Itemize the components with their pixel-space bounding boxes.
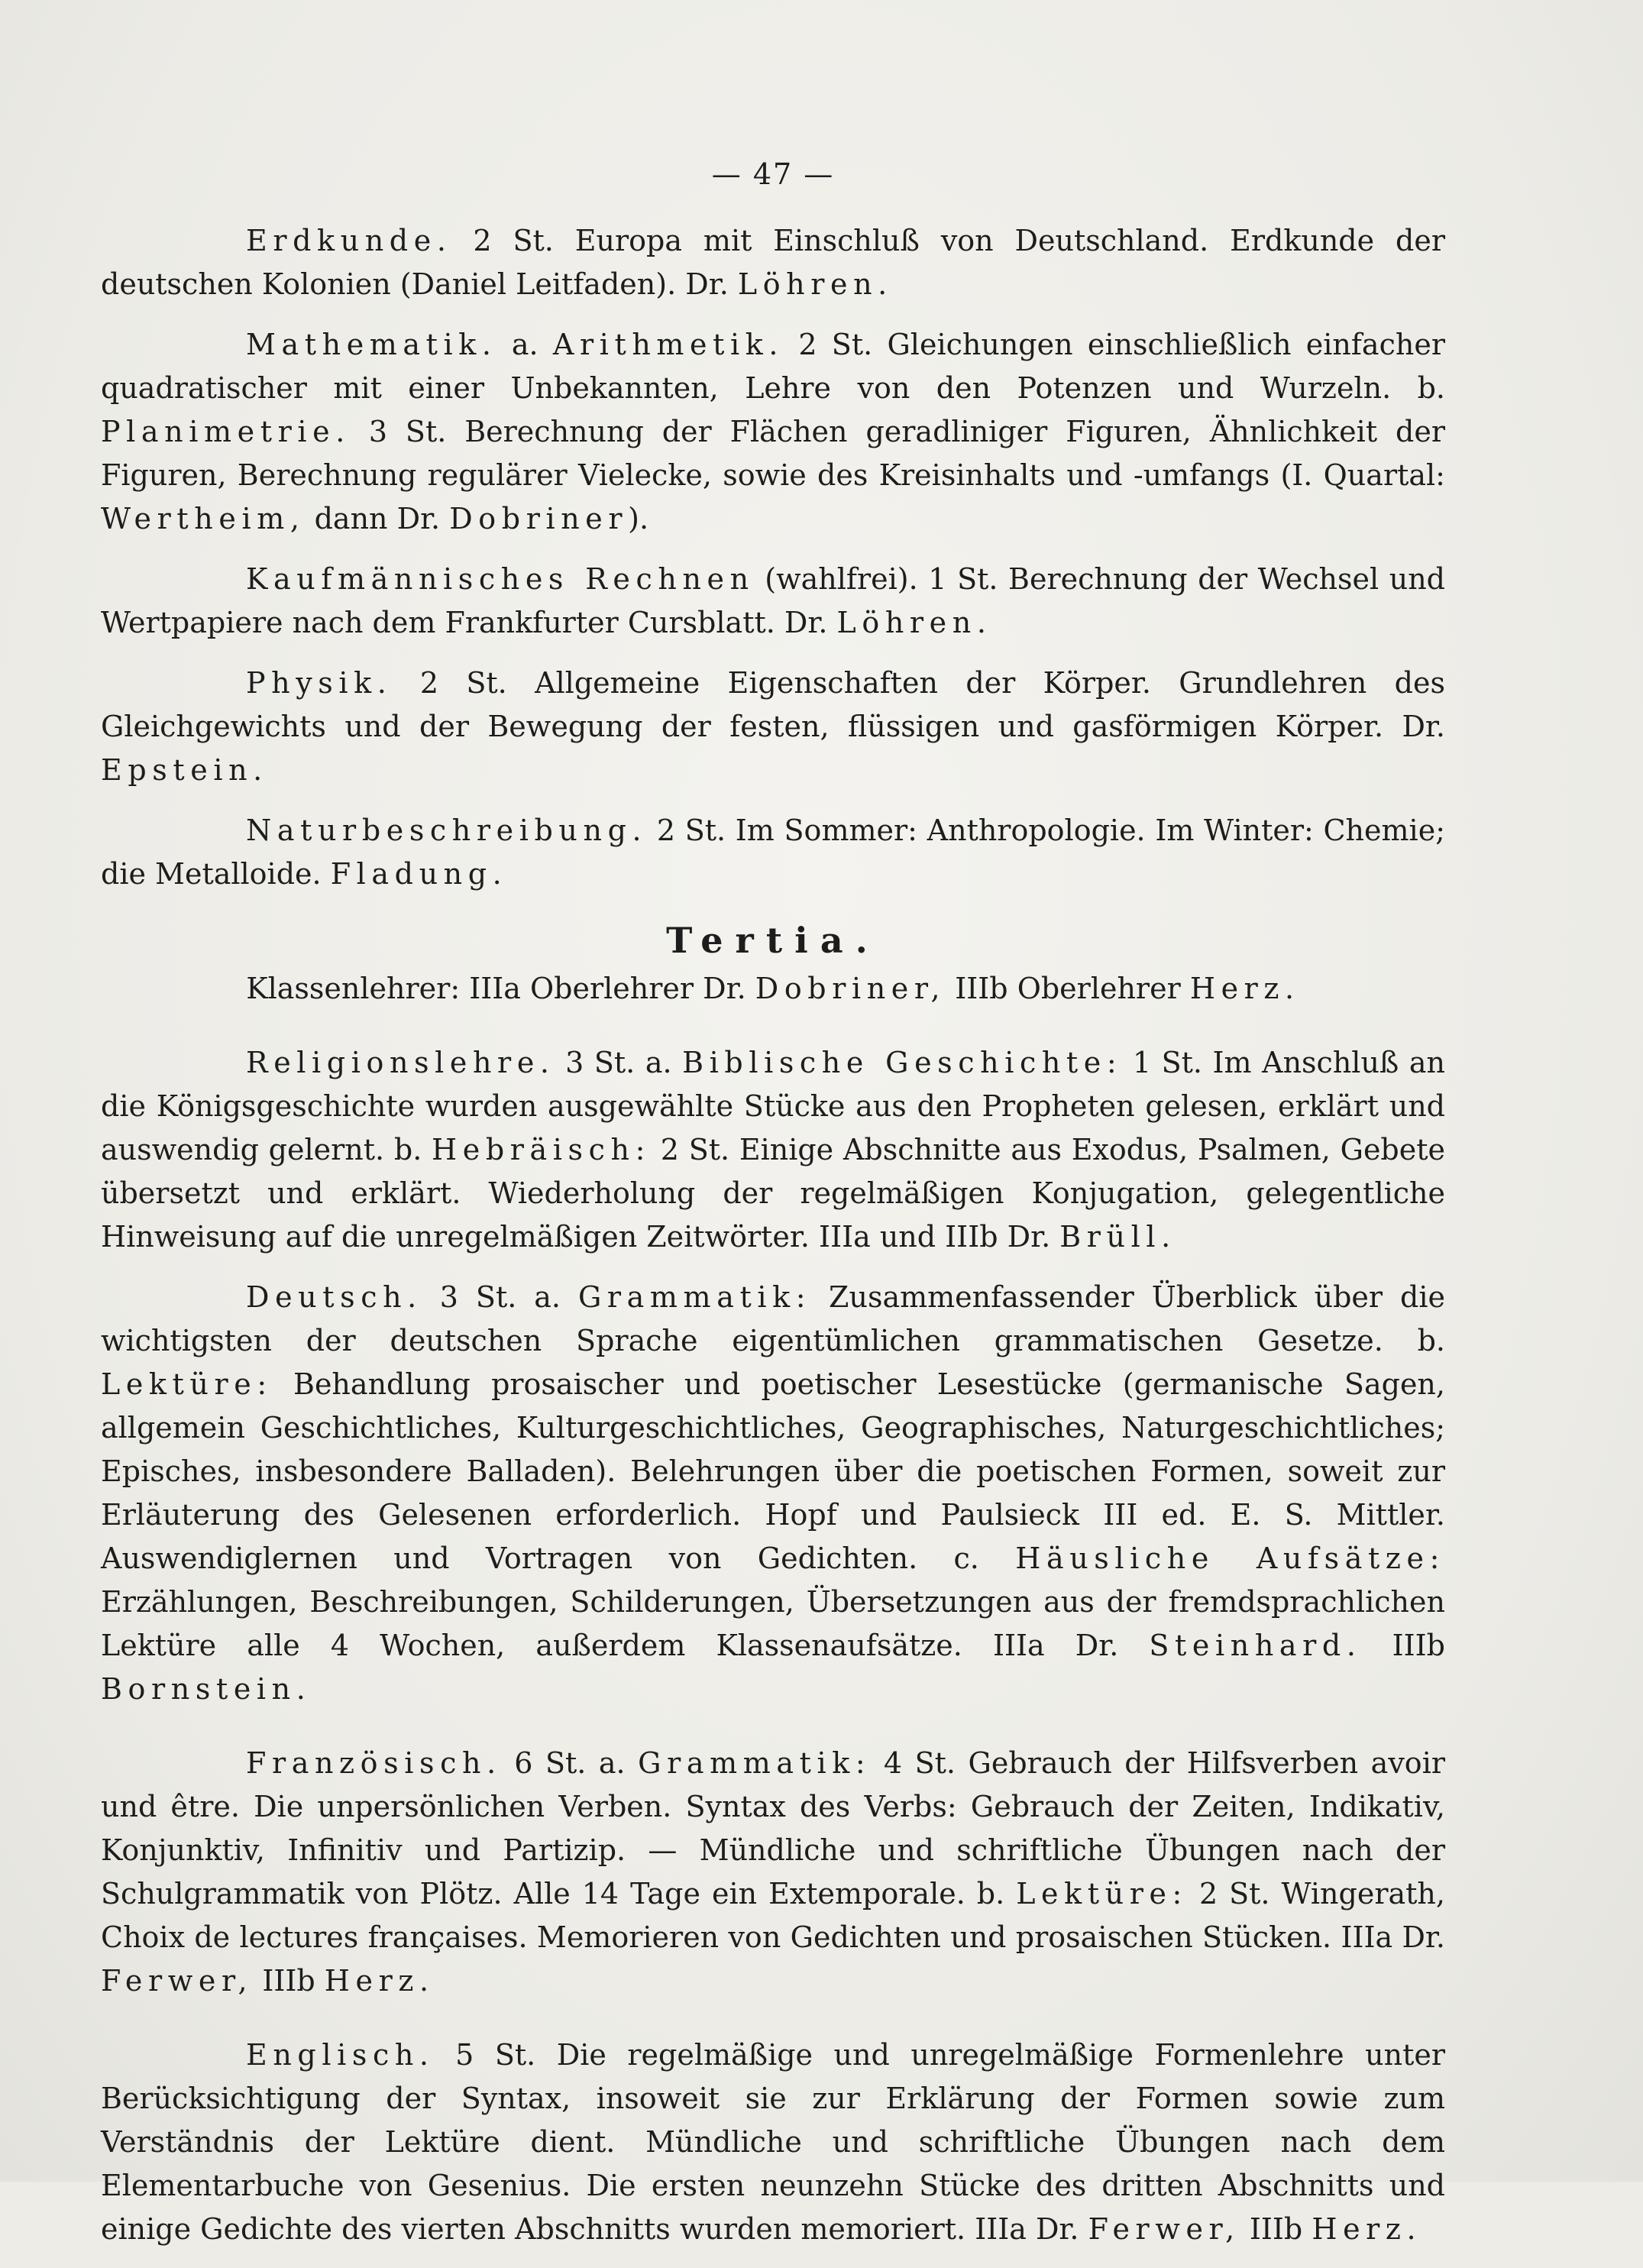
teacher-line-text: IIIb Oberlehrer <box>946 972 1190 1005</box>
paragraph-text: IIIb <box>1240 2212 1312 2246</box>
paragraph-text: dann Dr. <box>305 502 450 535</box>
subject-title: Religionslehre. <box>246 1046 555 1079</box>
paragraph-text: Zusammenfassender Überblick über die wichtigsten der deutschen Sprache eigentümlichen grammatischen Gesetze. b. <box>101 1280 1446 1357</box>
paragraph-kaufmaennisches-rechnen <box>101 558 1445 645</box>
subtopic-title: Grammatik: <box>638 1746 872 1780</box>
subject-title: Mathematik. <box>246 328 497 361</box>
paragraph-text: 5 St. Die regelmäßige und unregelmäßige Formenlehre unter Berücksichtigung der Syntax, insoweit sie zur Erklärung der Formen sowie zum Verständnis der Lektüre dient. Mündliche und schriftliche Übungen nach dem Elementarbuche von Gesenius. Die ersten neunzehn Stücke des dritten Abschnitts und einige Gedichte des vierten Abschnitts wurden memoriert. IIIa Dr. <box>101 2038 1445 2246</box>
subtopic-title: Biblische Geschichte: <box>682 1046 1123 1079</box>
paragraph-text: 3 St. Berechnung der Flächen geradliniger Figuren, Ähnlichkeit der Figuren, Berechnung regulärer Vielecke, sowie des Kreisinhalts und -umfangs (I. Quartal: <box>101 415 1445 492</box>
subtopic-title: Lektüre: <box>101 1367 273 1401</box>
subject-title: Physik. <box>246 666 393 700</box>
paragraph-franzoesisch <box>101 1742 1445 2003</box>
teacher-name: Dobriner <box>449 502 629 535</box>
paragraph-text: 3 St. a. <box>422 1280 578 1314</box>
teacher-line-text: Klassenlehrer: IIIa Oberlehrer Dr. <box>246 972 755 1005</box>
paragraph-text: ). <box>628 502 649 535</box>
teacher-name: Wertheim, <box>101 502 306 535</box>
subject-title: Erdkunde. <box>246 224 452 257</box>
teacher-name: Fladung. <box>330 857 508 891</box>
subject-title: Englisch. <box>246 2038 435 2072</box>
paragraph-mathematik <box>101 323 1445 541</box>
paragraph-religionslehre <box>101 1041 1445 1259</box>
paragraph-text: 1 St. Im Anschluß an die Königsgeschichte wurden ausgewählte Stücke aus den Propheten gelesen, erklärt und auswendig gelernt. b. <box>101 1046 1445 1166</box>
paragraph-text: a. <box>511 328 553 361</box>
subject-title: Französisch. <box>246 1746 502 1780</box>
teacher-name: Herz. <box>1311 2212 1422 2246</box>
subtopic-title: Häusliche Aufsätze: <box>1015 1542 1445 1575</box>
paragraph-text: Erzählungen, Beschreibungen, Schilderungen, Übersetzungen aus der fremdsprachlichen Lektüre alle 4 Wochen, außerdem Klassenaufsätze. IIIa Dr. <box>101 1585 1445 1662</box>
paragraph-text: 2 St. Wingerath, Choix de lectures françaises. Memorieren von Gedichten und prosaischen Stücken. IIIa Dr. <box>101 1877 1445 1954</box>
teacher-name: Ferwer, <box>1088 2212 1240 2246</box>
paragraph-text: 4 St. Gebrauch der Hilfsverben avoir und être. Die unpersönlichen Verben. Syntax des Verbs: Gebrauch der Zeiten, Indikativ, Konjunktiv, Infinitiv und Partizip. — Mündliche und schriftliche Übungen nach der Schulgrammatik von Plötz. Alle 14 Tage ein Extemporale. b. <box>101 1746 1446 1910</box>
teacher-name: Epstein. <box>101 753 268 787</box>
paragraph-text: Behandlung prosaischer und poetischer Lesestücke (germanische Sagen, allgemein Geschichtliches, Kulturgeschichtliches, Geographisches, Naturgeschichtliches; Episches, insbesondere Balladen). Belehrungen über die poetischen Formen, soweit zur Erläuterung des Gelesenen erforderlich. Hopf und Paulsieck III ed. E. S. Mittler. Auswendiglernen und Vortragen von Gedichten. c. <box>101 1367 1445 1575</box>
paragraph-text: 2 St. Einige Abschnitte aus Exodus, Psalmen, Gebete übersetzt und erklärt. Wiederholung der regelmäßigen Konjugation, gelegentliche Hinweisung auf die unregelmäßigen Zeitwörter. IIIa und IIIb Dr. <box>101 1133 1446 1254</box>
subtopic-title: Hebräisch: <box>432 1133 652 1166</box>
teacher-name: Herz. <box>1189 972 1300 1005</box>
subtopic-title: Planimetrie. <box>101 415 351 448</box>
class-teacher-line <box>101 967 1445 1011</box>
subject-title: Naturbeschreibung. <box>246 814 648 847</box>
paragraph-text: 2 St. Gleichungen einschließlich einfacher quadratischer mit einer Unbekannten, Lehre von den Potenzen und Wurzeln. b. <box>101 328 1445 405</box>
teacher-name: Herz. <box>324 1964 435 1998</box>
paragraph-physik <box>101 662 1445 792</box>
subject-title: Kaufmännisches Rechnen <box>246 562 755 596</box>
paragraph-englisch <box>101 2033 1445 2251</box>
paragraph-text: 2 St. Europa mit Einschluß von Deutschland. Erdkunde der deutschen Kolonien (Daniel Leitfaden). Dr. <box>101 224 1445 301</box>
teacher-name: Löhren. <box>737 267 893 301</box>
subtopic-title: Arithmetik. <box>552 328 784 361</box>
page-number: — 47 — <box>711 157 835 191</box>
section-heading: Tertia. <box>666 920 880 961</box>
teacher-name: Steinhard. <box>1149 1629 1362 1662</box>
teacher-name: Dobriner, <box>755 972 946 1005</box>
paragraph-erdkunde <box>101 219 1445 306</box>
subject-title: Deutsch. <box>246 1280 422 1314</box>
teacher-name: Ferwer, <box>101 1964 254 1998</box>
paragraph-text: 2 St. Im Sommer: Anthropologie. Im Winter: Chemie; die Metalloide. <box>101 814 1445 891</box>
teacher-name: Brüll. <box>1059 1220 1176 1254</box>
paragraph-text: IIIb <box>253 1964 325 1998</box>
paragraph-deutsch <box>101 1276 1445 1711</box>
paragraph-text: 2 St. Allgemeine Eigenschaften der Körper. Grundlehren des Gleichgewichts und der Bewegung der festen, flüssigen und gasförmigen Körper. Dr. <box>101 666 1445 743</box>
paragraph-text: 6 St. a. <box>501 1746 639 1780</box>
paragraph-naturbeschreibung <box>101 809 1445 896</box>
paragraph-text: (wahlfrei). 1 St. Berechnung der Wechsel und Wertpapiere nach dem Frankfurter Cursblatt. Dr. <box>101 562 1445 639</box>
teacher-name: Löhren. <box>836 606 992 639</box>
subtopic-title: Lektüre: <box>1016 1877 1188 1910</box>
paragraph-text: 3 St. a. <box>555 1046 683 1079</box>
text-column <box>101 153 1445 2268</box>
subtopic-title: Grammatik: <box>577 1280 812 1314</box>
paragraph-text: IIIb <box>1361 1629 1445 1662</box>
teacher-name: Bornstein. <box>101 1672 312 1706</box>
